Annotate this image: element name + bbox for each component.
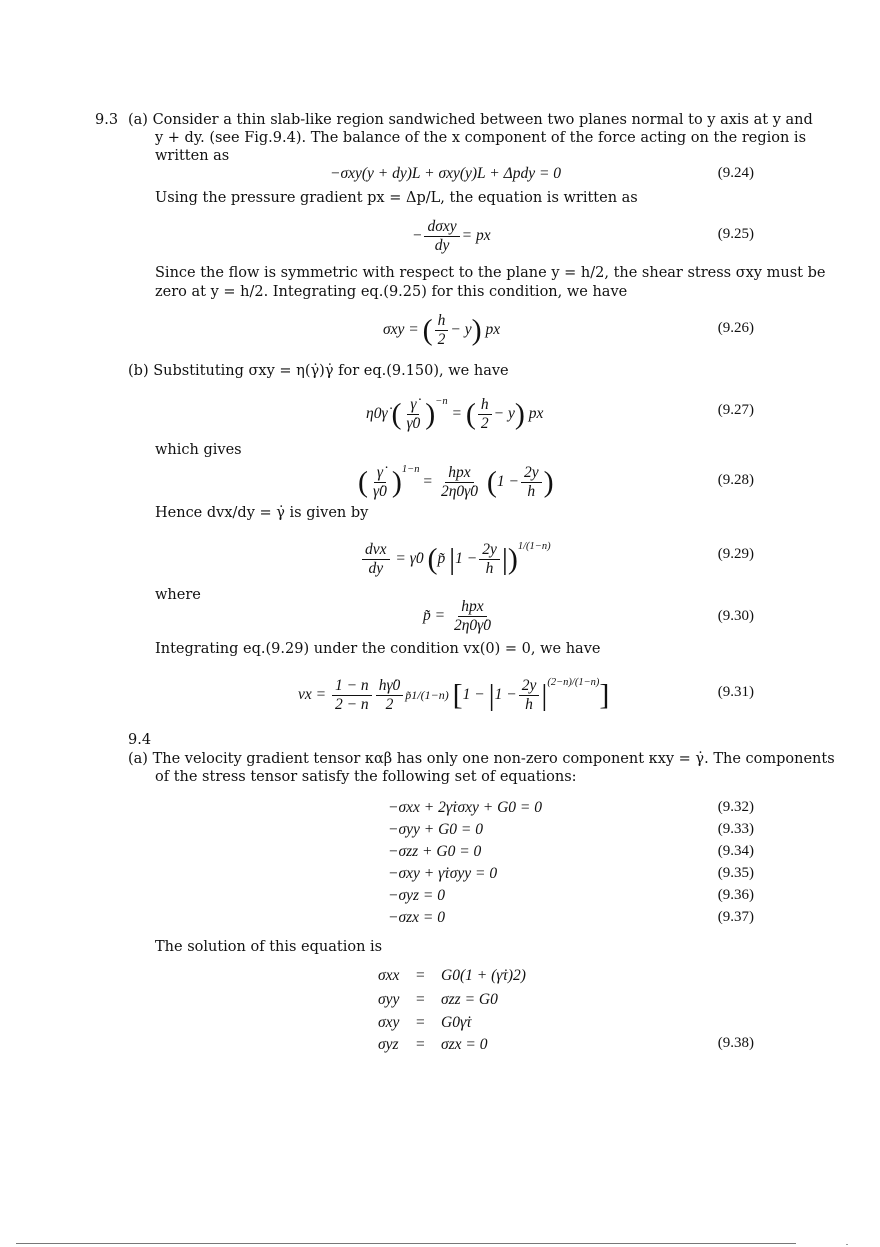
fraction-denominator: 2	[480, 414, 489, 432]
equation-number: (9.28)	[717, 472, 754, 488]
text-line: Integrating eq.(9.29) under the condition vx(0) = 0, we have	[155, 641, 601, 657]
equation-9-26: σxy = ( $\frac{h}{2}$ − y) px	[383, 312, 501, 348]
equation-lhs: η0γ̇	[366, 405, 388, 422]
equation-number: (9.34)	[717, 843, 754, 859]
equation-term: 1 −	[496, 473, 519, 490]
equation-term: px	[528, 405, 544, 422]
equation-9-35: −σxy + γ̇τσyy = 0	[388, 865, 498, 882]
equation-lhs: σxy =	[383, 321, 419, 339]
exponent: −n	[435, 396, 448, 407]
text-line: of the stress tensor satisfy the following set of equations:	[155, 769, 577, 785]
equation-9-33: −σyy + G0 = 0	[388, 821, 483, 838]
equation-number: (9.24)	[717, 165, 754, 181]
fraction-numerator: γ̇	[374, 464, 386, 483]
solution-equals: =	[416, 967, 425, 984]
equation-number: (9.32)	[717, 799, 754, 815]
fraction-numerator: hpx	[458, 598, 486, 617]
text-line: written as	[155, 148, 230, 164]
equation-9-24: −σxy(y + dy)L + σxy(y)L + Δpdy = 0	[330, 165, 562, 182]
text-line: where	[155, 587, 201, 603]
solution-equals: =	[416, 1014, 425, 1031]
fraction-denominator: 2η0γ̇0	[453, 617, 492, 634]
equation-number: (9.37)	[717, 909, 754, 925]
equation-number: (9.27)	[717, 402, 754, 418]
fraction-denominator: 2	[385, 695, 394, 713]
equation-number: (9.30)	[717, 608, 754, 624]
equals-sign: =	[451, 405, 462, 422]
solution-lhs: σyy	[378, 991, 400, 1008]
text-line: Using the pressure gradient px = Δp/L, the equation is written as	[155, 190, 638, 206]
equation-lhs: vx =	[298, 686, 327, 703]
fraction-numerator: 2y	[521, 464, 542, 483]
fraction-denominator: γ̇0	[406, 414, 421, 432]
equation-term: − y	[450, 321, 472, 339]
solution-rhs: G0γ̇τ	[441, 1014, 472, 1031]
solution-equals: =	[416, 1036, 425, 1053]
fraction-numerator: γ̇	[407, 396, 419, 415]
equation-rhs: = px	[461, 227, 491, 245]
fraction-denominator: 2 − n	[334, 695, 369, 713]
equation-lhs: p̃ =	[423, 607, 446, 625]
solution-lhs: σxx	[378, 967, 400, 984]
equation-9-31: vx = $\frac{1 - n}{2 - n}$ $\frac{h\gammȧ0}{2}$ p̃1/(1−n) [1 − |1 − $\frac{2y}{h}$ $|^{(2-n)/(1-n)}$]	[298, 676, 610, 713]
problem-label-9-4: 9.4	[128, 732, 152, 748]
bottom-divider	[16, 1243, 796, 1244]
solution-lhs: σyz	[378, 1036, 399, 1053]
solution-rhs: G0(1 + (γ̇τ)2)	[441, 967, 526, 984]
solution-rhs: σzz = G0	[441, 991, 498, 1008]
text-line: Hence dvx/dy = γ̇ is given by	[155, 505, 369, 521]
fraction-denominator: dy	[368, 559, 384, 577]
text-line: zero at y = h/2. Integrating eq.(9.25) for this condition, we have	[155, 284, 628, 300]
equation-9-28: ( $\frac{\gammȧ}{\gammȧ0}$ )$^{1-n}$ = $\frac{\text{hpx}}{2\eta 0\gammȧ0}$ (1 − $\frac{2y}{h}$ )	[358, 463, 554, 500]
fraction-denominator: h	[485, 559, 494, 577]
equation-number: (9.26)	[717, 320, 754, 336]
equation-number: (9.25)	[717, 226, 754, 242]
fraction-denominator: h	[527, 482, 536, 500]
text-line: y + dy. (see Fig.9.4). The balance of the x component of the force acting on the region is	[155, 130, 807, 146]
text-line: (a) The velocity gradient tensor καβ has only one non-zero component κxy = γ̇. The components	[128, 751, 835, 767]
fraction-numerator: 2y	[479, 541, 500, 560]
equation-9-29: $\frac{\text{dvx}}{dy}$ = γ̇0 (p̃ |1 − $\frac{2y}{h}$ |)$^{1/(1-n)}$	[360, 537, 551, 578]
fraction-denominator: γ̇0	[373, 482, 387, 500]
equation-number: (9.31)	[717, 684, 754, 700]
fraction-numerator: h	[435, 312, 449, 331]
exponent: 1/(1−n)	[517, 541, 551, 552]
equation-number: (9.33)	[717, 821, 754, 837]
problem-label-9-3: 9.3	[95, 112, 119, 128]
equation-9-37: −σzx = 0	[388, 909, 445, 926]
equation-number: (9.35)	[717, 865, 754, 881]
page-mark	[846, 1244, 848, 1245]
equation-number: (9.36)	[717, 887, 754, 903]
text-line: (b) Substituting σxy = η(γ̇)γ̇ for eq.(9.150), we have	[128, 363, 509, 379]
fraction-denominator: h	[525, 695, 533, 713]
text-line: Since the flow is symmetric with respect to the plane y = h/2, the shear stress σxy must be	[155, 265, 826, 281]
fraction-numerator: dvx	[362, 541, 390, 560]
equation-term: 1 −	[455, 550, 478, 567]
equation-9-34: −σzz + G0 = 0	[388, 843, 482, 860]
fraction-numerator: hpx	[445, 464, 473, 483]
text-line: (a) Consider a thin slab-like region sandwiched between two planes normal to y axis at y and	[128, 112, 813, 128]
equation-9-27: η0γ̇ ( $\frac{\gammȧ}{\gammȧ0}$ )$^{-n}$ = ( $\frac{h}{2}$ − y) px	[366, 395, 544, 432]
equation-term: px	[485, 321, 501, 339]
equation-term: p̃	[437, 550, 446, 567]
exponent: (2−n)/(1−n)	[547, 677, 600, 688]
solution-rhs: σzx = 0	[441, 1036, 488, 1053]
fraction-denominator: 2	[437, 331, 446, 348]
solution-equals: =	[416, 991, 425, 1008]
fraction-numerator: 1 − n	[332, 677, 372, 696]
fraction-numerator: 2y	[519, 677, 540, 696]
equation-number: (9.38)	[717, 1035, 754, 1051]
fraction-denominator: dy	[434, 237, 450, 254]
equation-9-30	[423, 598, 496, 635]
text-line: which gives	[155, 442, 242, 458]
fraction-numerator: dσxy	[424, 218, 459, 237]
equation-term: 1 −	[462, 686, 485, 703]
equation-9-36: −σyz = 0	[388, 887, 445, 904]
text-line: The solution of this equation is	[155, 939, 383, 955]
equation-term: = γ̇0	[395, 550, 424, 567]
fraction-numerator: hγ̇0	[376, 677, 404, 696]
equation-number: (9.29)	[717, 546, 754, 562]
equation-term: p̃1/(1−n)	[405, 688, 449, 702]
equation-term: − y	[493, 405, 515, 422]
equation-term: 1 −	[494, 686, 517, 703]
equation-9-25: − $\frac{\text{dσxy}}{dy}$ = px	[412, 218, 491, 254]
equation-9-32: −σxx + 2γ̇τσxy + G0 = 0	[388, 799, 542, 816]
fraction-denominator: 2η0γ̇0	[440, 482, 479, 500]
solution-lhs: σxy	[378, 1014, 400, 1031]
fraction-numerator: h	[478, 396, 492, 415]
exponent: 1−n	[401, 464, 420, 475]
